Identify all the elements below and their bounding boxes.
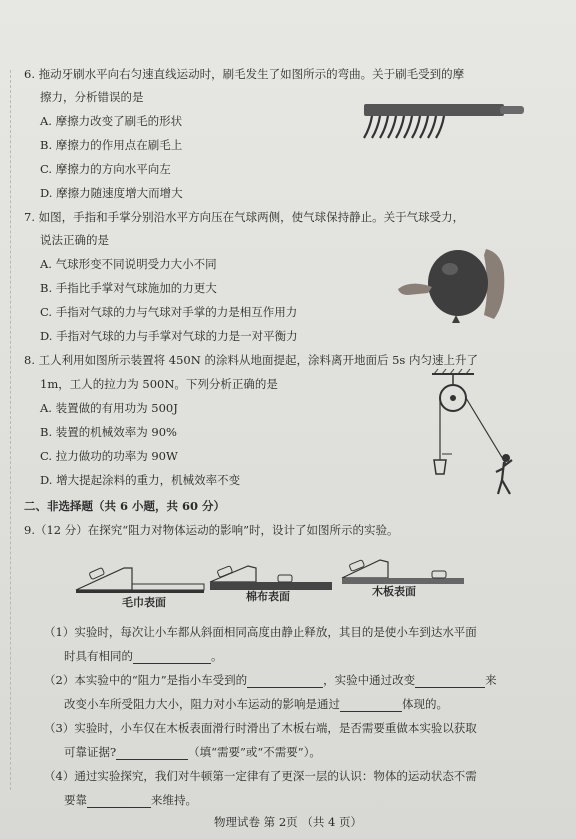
q8-stem-line1: 8. 工人利用如图所示装置将 450N 的涂料从地面提起，涂料离开地面后 5s 内匀速上升了 xyxy=(24,353,478,367)
q9-part2-line2 xyxy=(64,696,448,712)
q9-part1-suffix: 。 xyxy=(211,649,223,663)
q9-part2-line1 xyxy=(44,672,497,688)
q9-part4-line2 xyxy=(64,792,197,808)
q6-stem-line2: 擦力，分析错误的是 xyxy=(40,90,144,104)
q9-answer-blank-1[interactable] xyxy=(133,651,211,664)
q9-answer-blank-4[interactable] xyxy=(340,699,402,712)
pulley-figure xyxy=(422,368,532,500)
q8-stem-line2: 1m，工人的拉力为 500N。下列分析正确的是 xyxy=(40,377,278,391)
q7-option-c: C. 手指对气球的力与气球对手掌的力是相互作用力 xyxy=(40,305,298,319)
q9-part3-suffix: （填“需要”或“不需要”）。 xyxy=(188,745,321,759)
q9-part1-prefix: 时具有相同的 xyxy=(64,649,133,663)
q7-option-b: B. 手指比手掌对气球施加的力更大 xyxy=(40,281,217,295)
q9-answer-blank-6[interactable] xyxy=(87,795,151,808)
q9-part1-line1: （1）实验时，每次让小车都从斜面相同高度由静止释放，其目的是使小车到达水平面 xyxy=(44,625,477,639)
q8-option-c: C. 拉力做功的功率为 90W xyxy=(40,449,178,463)
q9-part4-suffix: 来维持。 xyxy=(151,793,197,807)
q6-option-b: B. 摩擦力的作用点在刷毛上 xyxy=(40,138,183,152)
q8-option-d: D. 增大提起涂料的重力，机械效率不变 xyxy=(40,473,241,487)
q9-intro: 9.（12 分）在探究“阻力对物体运动的影响”时，设计了如图所示的实验。 xyxy=(24,523,399,537)
q9-part4-line1: （4）通过实验探究，我们对牛顿第一定律有了更深一层的认识：物体的运动状态不需 xyxy=(44,769,477,783)
cotton-surface-caption: 棉布表面 xyxy=(246,590,290,603)
q8-option-a: A. 装置做的有用功为 500J xyxy=(40,401,178,415)
q6-option-d: D. 摩擦力随速度增大而增大 xyxy=(40,186,183,200)
wood-surface-figure xyxy=(340,556,468,586)
q9-answer-blank-2[interactable] xyxy=(247,675,323,688)
q9-part4-prefix: 要靠 xyxy=(64,793,87,807)
q6-option-a: A. 摩擦力改变了刷毛的形状 xyxy=(40,114,183,128)
q9-part3-line2 xyxy=(64,744,321,760)
towel-surface-caption: 毛巾表面 xyxy=(122,596,166,609)
q9-part1-line2 xyxy=(64,648,223,664)
toothbrush-figure xyxy=(360,100,530,146)
towel-surface-figure xyxy=(72,560,208,594)
binding-margin-line xyxy=(10,70,12,790)
section-heading: 二、非选择题（共 6 小题，共 60 分） xyxy=(24,499,226,513)
q9-part2-line2-suffix: 体现的。 xyxy=(402,697,448,711)
balloon-figure xyxy=(398,243,508,333)
page-footer: 物理试卷 第 2页 （共 4 页） xyxy=(214,815,362,829)
q9-answer-blank-3[interactable] xyxy=(415,675,485,688)
q6-stem-line1: 6. 拖动牙刷水平向右匀速直线运动时，刷毛发生了如图所示的弯曲。关于刷毛受到的摩 xyxy=(24,67,465,81)
q7-option-d: D. 手指对气球的力与手掌对气球的力是一对平衡力 xyxy=(40,329,298,343)
q7-stem-line1: 7. 如图，手指和手掌分别沿水平方向压在气球两侧，使气球保持静止。关于气球受力， xyxy=(24,210,465,224)
q9-part3-line1: （3）实验时，小车仅在木板表面滑行时滑出了木板右端，是否需要重做本实验以获取 xyxy=(44,721,477,735)
q6-option-c: C. 摩擦力的方向水平向左 xyxy=(40,162,171,176)
q9-part3-prefix: 可靠证据? xyxy=(64,745,117,759)
q9-answer-blank-5[interactable] xyxy=(116,747,188,760)
wood-surface-caption: 木板表面 xyxy=(372,585,416,598)
q7-option-a: A. 气球形变不同说明受力大小不同 xyxy=(40,257,217,271)
q9-part2-suffix: 来 xyxy=(485,673,497,687)
q9-part2-prefix: （2）本实验中的“阻力”是指小车受到的 xyxy=(44,673,248,687)
q8-option-b: B. 装置的机械效率为 90% xyxy=(40,425,177,439)
q7-stem-line2: 说法正确的是 xyxy=(40,233,109,247)
q9-part2-middle: ，实验中通过改变 xyxy=(323,673,416,687)
q9-part2-line2-prefix: 改变小车所受阻力大小，阻力对小车运动的影响是通过 xyxy=(64,697,340,711)
